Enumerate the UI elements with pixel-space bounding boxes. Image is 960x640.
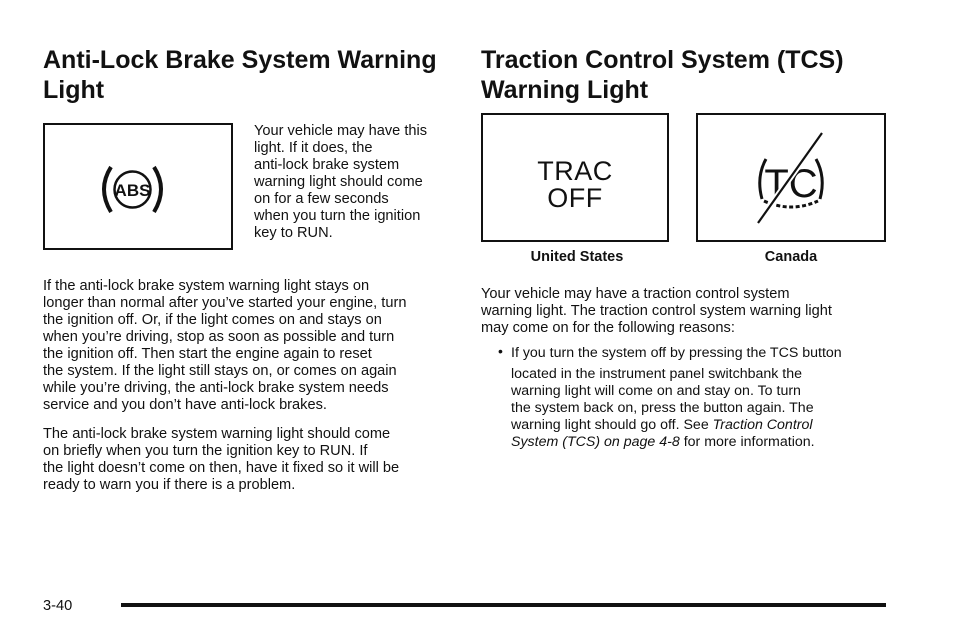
abs-para1-line: service and you don’t have anti-lock brakes. (43, 397, 327, 413)
abs-heading-line2: Light (43, 76, 105, 104)
abs-para2-line: The anti-lock brake system warning light should come (43, 426, 391, 442)
abs-heading-line1: Anti-Lock Brake System Warning (43, 46, 437, 74)
trac-off-icon-line2: OFF (547, 183, 603, 213)
tcs-bullet-line5-text: warning light should go off. See (511, 417, 713, 433)
tcs-bullet-line-5 (511, 416, 813, 434)
abs-side-line: Your vehicle may have this (254, 123, 428, 139)
abs-side-line: when you turn the ignition (254, 208, 421, 224)
abs-para1-line: while you’re driving, the anti-lock brake system needs (43, 380, 389, 396)
abs-para1-line: the ignition off. Then start the engine again to reset (43, 346, 372, 362)
tcs-bullet-line6-text: for more information. (679, 434, 815, 450)
caption-canada: Canada (764, 249, 818, 265)
abs-para1-line: If the anti-lock brake system warning light stays on (43, 278, 370, 294)
trac-off-icon-line1: TRAC (537, 156, 613, 186)
abs-para2-line: on briefly when you turn the ignition key to RUN. If (43, 443, 368, 459)
tcs-bullet-line: If you turn the system off by pressing the TCS button (511, 345, 842, 361)
abs-para1-line: the system. If the light still stays on, or comes on again (43, 363, 397, 379)
tcs-bullet-line: warning light will come on and stay on. To turn (511, 383, 801, 399)
abs-side-line: on for a few seconds (254, 191, 389, 207)
tc-off-icon (698, 115, 884, 240)
abs-warning-light-figure (43, 123, 233, 250)
abs-side-line: light. If it does, the (254, 140, 373, 156)
tcs-intro-line: Your vehicle may have a traction control system (481, 286, 790, 302)
tcs-intro-line: may come on for the following reasons: (481, 320, 735, 336)
tcs-us-warning-light-figure (481, 113, 669, 242)
abs-para2-line: the light doesn’t come on then, have it fixed so it will be (43, 460, 400, 476)
tcs-heading-line2: Warning Light (481, 76, 649, 104)
tcs-canada-warning-light-figure (696, 113, 886, 242)
footer-rule (121, 603, 886, 607)
abs-para1-line: longer than normal after you’ve started your engine, turn (43, 295, 407, 311)
bullet-marker: • (498, 343, 503, 359)
abs-para1-line: when you’re driving, stop as soon as possible and turn (43, 329, 395, 345)
tcs-intro-line: warning light. The traction control system warning light (481, 303, 832, 319)
abs-side-line: warning light should come (254, 174, 423, 190)
abs-para1-line: the ignition off. Or, if the light comes on and stays on (43, 312, 382, 328)
abs-side-line: anti-lock brake system (254, 157, 400, 173)
tc-icon-text: TC (764, 162, 818, 206)
abs-warning-icon (45, 125, 231, 248)
abs-icon-text: ABS (114, 181, 151, 200)
page-number: 3-40 (43, 598, 73, 614)
caption-united-states: United States (530, 249, 624, 265)
tcs-reference-link: Traction Control (712, 417, 813, 433)
tcs-bullet-line: the system back on, press the button again. The (511, 400, 814, 416)
tcs-reference-link-cont: System (TCS) on page 4-8 (511, 434, 680, 450)
abs-side-line: key to RUN. (254, 225, 333, 241)
abs-para2-line: ready to warn you if there is a problem. (43, 477, 296, 493)
tcs-heading-line1: Traction Control System (TCS) (481, 46, 844, 74)
tcs-bullet-line-6 (511, 433, 815, 451)
tcs-bullet-line: located in the instrument panel switchbank the (511, 366, 803, 382)
